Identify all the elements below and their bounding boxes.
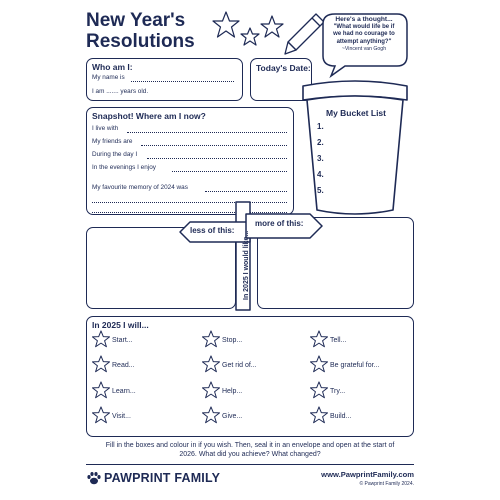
quote-author: ~Vincent van Gogh	[341, 46, 387, 52]
page-title	[86, 10, 195, 52]
quote-heading: Here's a thought...	[335, 16, 393, 23]
will-item-label: Visit...	[112, 412, 131, 420]
snapshot-field-2[interactable]	[141, 145, 287, 146]
memory-field-1[interactable]	[205, 191, 287, 192]
bucket-icon	[295, 78, 415, 218]
name-label: My name is	[92, 74, 125, 81]
will-item[interactable]	[310, 330, 346, 350]
memory-label: My favourite memory of 2024 was	[92, 184, 188, 191]
star-icon	[310, 355, 328, 375]
snapshot-row-1: I live with	[92, 125, 119, 132]
age-label: I am ....... years old.	[92, 88, 149, 95]
will-item-label: Learn...	[112, 387, 136, 395]
will-item-label: Try...	[330, 387, 346, 395]
who-am-i-box	[86, 58, 243, 101]
bucket-number-5: 5.	[317, 186, 324, 195]
will-item[interactable]	[310, 381, 345, 401]
quote-text	[325, 16, 403, 54]
will-item[interactable]	[310, 355, 379, 375]
star-icon	[310, 381, 328, 401]
will-item-label: Give...	[222, 412, 243, 420]
snapshot-row-3: During the day I	[92, 151, 138, 158]
name-field[interactable]	[131, 81, 234, 82]
star-icon	[310, 330, 328, 350]
more-of-this-label: more of this:	[255, 219, 304, 228]
will-item-label: Help...	[222, 387, 243, 395]
will-item-label: Stop...	[222, 336, 243, 344]
star-icon	[202, 355, 220, 375]
quote-line-3: attempt anything?"	[336, 38, 392, 45]
will-item[interactable]	[92, 355, 135, 375]
will-item-label: Get rid of...	[222, 361, 257, 369]
will-item[interactable]	[92, 330, 133, 350]
snapshot-row-4: In the evenings I enjoy	[92, 164, 156, 171]
will-item[interactable]	[310, 406, 351, 426]
bucket-number-3: 3.	[317, 154, 324, 163]
snapshot-heading: Snapshot! Where am I now?	[92, 111, 206, 121]
title-line-1: New Year's	[86, 10, 186, 31]
will-item[interactable]	[202, 406, 242, 426]
star-icon	[202, 406, 220, 426]
footer-divider	[86, 464, 414, 465]
will-item[interactable]	[202, 330, 242, 350]
will-item[interactable]	[202, 381, 242, 401]
star-icon	[92, 355, 110, 375]
star-icon	[202, 330, 220, 350]
footer-line-2: 2026. What did you achieve? What changed?	[179, 451, 321, 458]
star-icon	[310, 406, 328, 426]
star-icon	[92, 381, 110, 401]
snapshot-field-4[interactable]	[172, 171, 287, 172]
will-item[interactable]	[202, 355, 257, 375]
quote-line-1: "What would life be if	[333, 23, 395, 30]
brand-name: PAWPRINT FAMILY	[104, 471, 221, 485]
title-line-2: Resolutions	[86, 31, 195, 52]
footer-line-1: Fill in the boxes and colour in if you wish. Then, seal it in an envelope and open at the start of	[105, 442, 395, 449]
will-item[interactable]	[92, 381, 136, 401]
paw-icon	[86, 470, 102, 486]
snapshot-row-2: My friends are	[92, 138, 133, 145]
will-item-label: Build...	[330, 412, 352, 420]
signpost-post-label: In 2025 I would like...	[243, 230, 250, 300]
bucket-list-heading: My Bucket List	[326, 108, 386, 118]
todays-date-label: Today's Date:	[256, 63, 311, 73]
copyright: © Pawprint Family 2024.	[359, 481, 414, 487]
in-2025-box	[86, 316, 414, 437]
bucket-number-4: 4.	[317, 170, 324, 179]
star-icon	[92, 406, 110, 426]
snapshot-field-1[interactable]	[127, 132, 287, 133]
snapshot-field-3[interactable]	[147, 158, 287, 159]
will-item-label: Be grateful for...	[330, 361, 380, 369]
in-2025-heading: In 2025 I will...	[92, 320, 149, 330]
website-link[interactable]: www.PawprintFamily.com	[321, 470, 414, 479]
star-icon	[202, 381, 220, 401]
star-icon	[92, 330, 110, 350]
title-stars-icon	[210, 10, 290, 50]
will-item[interactable]	[92, 406, 131, 426]
will-item-label: Tell...	[330, 336, 347, 344]
will-item-label: Start...	[112, 336, 133, 344]
less-of-this-label: less of this:	[190, 226, 235, 235]
bucket-number-2: 2.	[317, 138, 324, 147]
footer-instructions	[70, 441, 430, 459]
quote-line-2: we had no courage to	[333, 31, 395, 37]
will-item-label: Read...	[112, 361, 135, 369]
who-am-i-heading: Who am I:	[92, 62, 133, 72]
bucket-number-1: 1.	[317, 122, 324, 131]
